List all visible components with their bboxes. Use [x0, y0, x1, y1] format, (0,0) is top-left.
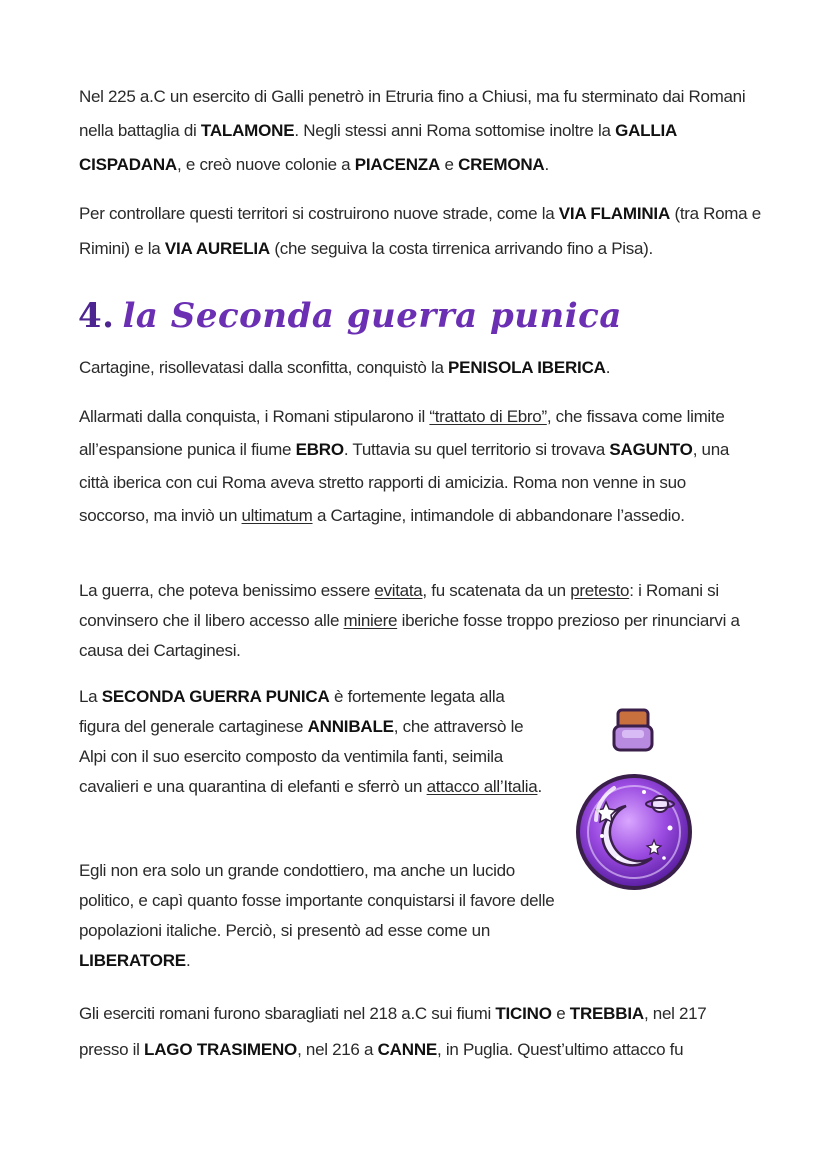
text: La guerra, che poteva benissimo essere: [79, 581, 375, 600]
paragraph-battaglie: [79, 996, 759, 1068]
keyword-piacenza: PIACENZA: [354, 155, 441, 174]
text: , nel 217 presso il: [79, 1004, 707, 1059]
underlined-miniere: miniere: [343, 611, 398, 630]
text: , in Puglia. Quest’ultimo attacco fu: [437, 1040, 684, 1059]
text: , una città iberica con cui Roma aveva stretto rapporti di amicizia. Roma non venne in suo soccorso, ma inviò un: [79, 440, 729, 525]
keyword-gallia-cispadana: GALLIA CISPADANA: [79, 121, 677, 174]
underlined-trattato-di-ebro: “trattato di Ebro”: [429, 407, 547, 426]
keyword-talamone: TALAMONE: [200, 121, 295, 140]
underlined-attacco-italia: attacco all’Italia: [426, 777, 538, 796]
text: .: [537, 777, 542, 796]
section-number: 4.: [78, 296, 115, 336]
text: iberiche fosse troppo prezioso per rinunciarvi a causa dei Cartaginesi.: [79, 611, 740, 660]
text: La: [79, 687, 102, 706]
text: e: [551, 1004, 570, 1023]
keyword-sagunto: SAGUNTO: [609, 440, 693, 459]
keyword-canne: CANNE: [377, 1040, 438, 1059]
keyword-lago-trasimeno: LAGO TRASIMENO: [144, 1040, 298, 1059]
section-title: la Seconda guerra punica: [122, 296, 622, 336]
underlined-evitata: evitata: [374, 581, 423, 600]
text: .: [544, 155, 549, 174]
keyword-trebbia: TREBBIA: [569, 1004, 644, 1023]
text: Nel 225 a.C un esercito di Galli penetrò in Etruria fino a Chiusi, ma fu sterminato dai Romani nella battaglia di: [79, 87, 746, 140]
keyword-via-aurelia: VIA AURELIA: [164, 239, 270, 258]
text: Allarmati dalla conquista, i Romani stipularono il: [79, 407, 430, 426]
keyword-penisola-iberica: PENISOLA IBERICA: [448, 358, 606, 377]
underlined-pretesto: pretesto: [570, 581, 630, 600]
paragraph-cartagine: [79, 354, 769, 382]
paragraph-liberatore: [79, 856, 559, 976]
moon-potion-bottle-icon: [574, 708, 694, 902]
paragraph-galli: [79, 80, 759, 182]
keyword-via-flaminia: VIA FLAMINIA: [558, 204, 671, 223]
keyword-ebro: EBRO: [295, 440, 344, 459]
text: , che attraversò le Alpi con il suo esercito composto da ventimila fanti, seimila cavalieri e una quarantina di elefanti e sferrò un: [79, 717, 524, 796]
text: è fortemente legata alla figura del generale cartaginese: [79, 687, 505, 736]
paragraph-pretesto: [79, 576, 759, 666]
text: (tra Roma e Rimini) e la: [79, 204, 761, 258]
keyword-liberatore: LIBERATORE: [79, 951, 186, 970]
paragraph-strade: [79, 196, 769, 266]
text: Egli non era solo un grande condottiero, ma anche un lucido politico, e capì quanto fosse importante conquistarsi il favore delle popolazioni italiche. Perciò, si presentò ad esse come un: [79, 861, 555, 940]
text: Gli eserciti romani furono sbaragliati nel 218 a.C sui fiumi: [79, 1004, 496, 1023]
text: , fu scatenata da un: [422, 581, 571, 600]
text: , e creò nuove colonie a: [177, 155, 355, 174]
keyword-ticino: TICINO: [495, 1004, 552, 1023]
text: .: [605, 358, 611, 377]
text: , che fissava come limite all’espansione punica il fiume: [79, 407, 725, 459]
text: (che seguiva la costa tirrenica arrivando fino a Pisa).: [270, 239, 653, 258]
paragraph-annibale: [79, 682, 549, 802]
text: . Tuttavia su quel territorio si trovava: [343, 440, 610, 459]
text: : i Romani si convinsero che il libero accesso alle: [79, 581, 719, 630]
text: a Cartagine, intimandole di abbandonare l’assedio.: [312, 506, 685, 525]
section-heading: [78, 296, 622, 336]
text: Per controllare questi territori si costruirono nuove strade, come la: [79, 204, 559, 223]
underlined-ultimatum: ultimatum: [241, 506, 313, 525]
paragraph-trattato-ebro: [79, 400, 759, 532]
text: .: [185, 951, 191, 970]
keyword-cremona: CREMONA: [458, 155, 545, 174]
text: , nel 216 a: [297, 1040, 378, 1059]
text: . Negli stessi anni Roma sottomise inoltre la: [294, 121, 616, 140]
keyword-seconda-guerra-punica: SECONDA GUERRA PUNICA: [101, 687, 330, 706]
text: e: [440, 155, 459, 174]
text: Cartagine, risollevatasi dalla sconfitta, conquistò la: [79, 358, 449, 377]
keyword-annibale: ANNIBALE: [307, 717, 394, 736]
